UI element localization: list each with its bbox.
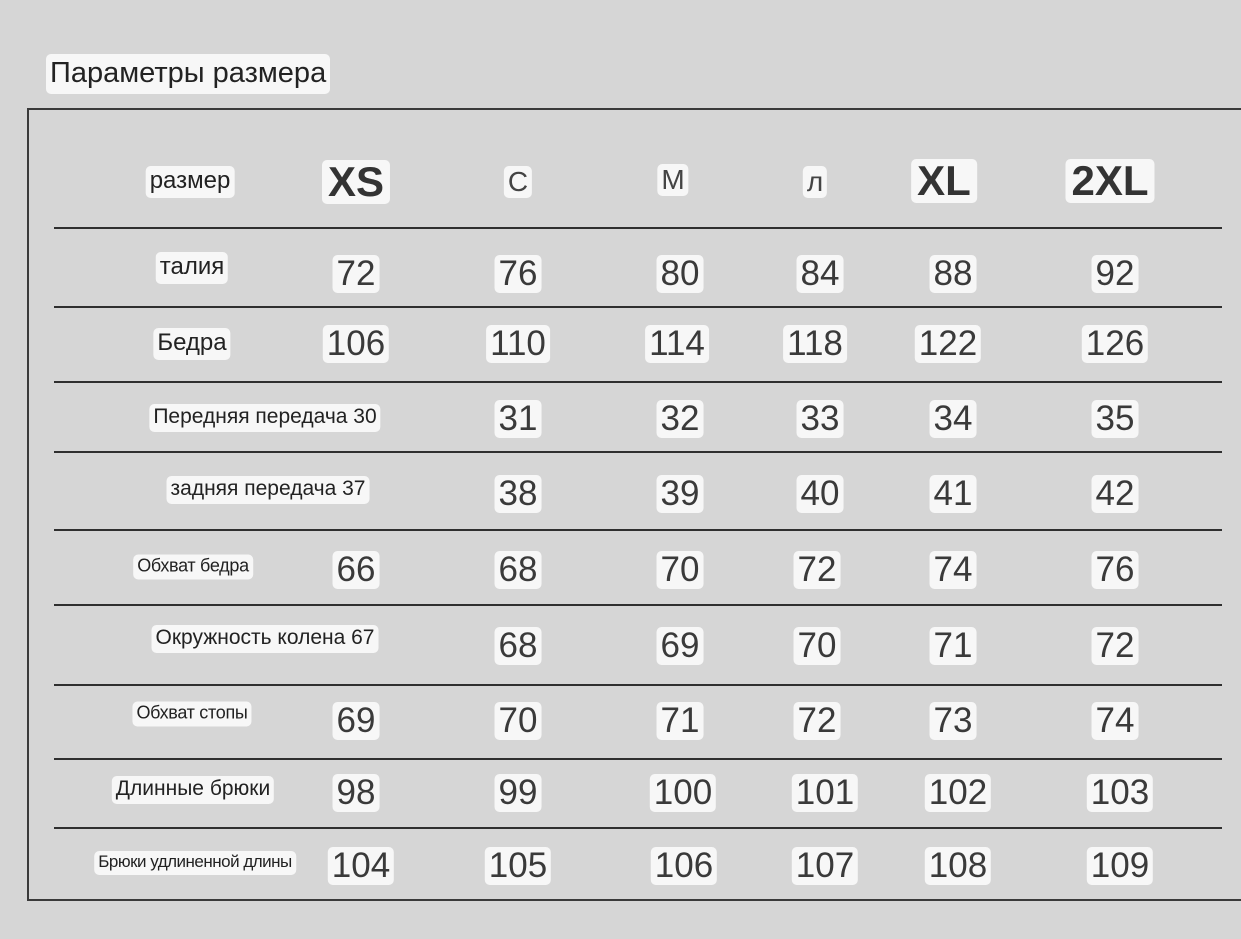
table-cell: 102 (925, 774, 991, 812)
table-cell: 100 (650, 774, 716, 812)
header-size-label: размер (146, 166, 235, 198)
table-cell: 105 (485, 847, 551, 885)
table-cell: 72 (333, 255, 380, 293)
table-cell: 74 (1092, 702, 1139, 740)
size-l: л (803, 166, 827, 198)
table-cell: 108 (925, 847, 991, 885)
row-label-waist: талия (156, 252, 228, 284)
table-cell: 72 (1092, 627, 1139, 665)
table-cell: 40 (797, 475, 844, 513)
row-divider (54, 827, 1222, 829)
row-label-long-pants: Длинные брюки (112, 776, 274, 804)
table-cell: 114 (645, 325, 709, 363)
table-cell: 39 (657, 475, 704, 513)
table-cell: 110 (486, 325, 550, 363)
row-label-hips: Бедра (153, 328, 230, 360)
table-cell: 33 (797, 400, 844, 438)
row-divider (54, 227, 1222, 229)
table-cell: 76 (1092, 551, 1139, 589)
page-title: Параметры размера (46, 54, 330, 94)
table-cell: 66 (333, 551, 380, 589)
table-cell: 69 (333, 702, 380, 740)
table-cell: 42 (1092, 475, 1139, 513)
row-label-extra-long-pants: Брюки удлиненной длины (94, 851, 296, 875)
table-cell: 70 (794, 627, 841, 665)
size-m: М (657, 164, 688, 196)
table-cell: 92 (1092, 255, 1139, 293)
table-cell: 126 (1082, 325, 1148, 363)
row-label-foot: Обхват стопы (132, 702, 251, 727)
size-s: С (504, 166, 532, 198)
table-cell: 84 (797, 255, 844, 293)
row-divider (54, 758, 1222, 760)
table-cell: 32 (657, 400, 704, 438)
row-label-thigh: Обхват бедра (133, 555, 253, 580)
table-cell: 99 (495, 774, 542, 812)
table-cell: 103 (1087, 774, 1153, 812)
table-cell: 118 (783, 325, 847, 363)
size-xs: XS (322, 160, 390, 204)
table-cell: 76 (495, 255, 542, 293)
size-2xl: 2XL (1065, 159, 1154, 203)
table-cell: 88 (930, 255, 977, 293)
table-cell: 68 (495, 551, 542, 589)
table-cell: 80 (657, 255, 704, 293)
row-label-front-rise: Передняя передача 30 (149, 404, 380, 432)
table-cell: 74 (930, 551, 977, 589)
size-xl: XL (911, 159, 977, 203)
table-cell: 35 (1092, 400, 1139, 438)
table-cell: 71 (657, 702, 704, 740)
table-cell: 104 (328, 847, 394, 885)
table-cell: 98 (333, 774, 380, 812)
table-cell: 70 (495, 702, 542, 740)
table-cell: 68 (495, 627, 542, 665)
table-cell: 107 (792, 847, 858, 885)
table-cell: 69 (657, 627, 704, 665)
table-cell: 72 (794, 551, 841, 589)
table-cell: 41 (930, 475, 977, 513)
row-label-back-rise: задняя передача 37 (167, 476, 370, 504)
table-cell: 101 (792, 774, 858, 812)
table-cell: 122 (915, 325, 981, 363)
row-divider (54, 451, 1222, 453)
row-divider (54, 604, 1222, 606)
table-cell: 106 (323, 325, 389, 363)
table-cell: 31 (495, 400, 542, 438)
row-label-knee: Окружность колена 67 (152, 625, 379, 653)
table-cell: 70 (657, 551, 704, 589)
row-divider (54, 306, 1222, 308)
table-cell: 38 (495, 475, 542, 513)
table-cell: 72 (794, 702, 841, 740)
row-divider (54, 529, 1222, 531)
table-cell: 106 (651, 847, 717, 885)
table-cell: 73 (930, 702, 977, 740)
row-divider (54, 381, 1222, 383)
row-divider (54, 684, 1222, 686)
table-cell: 34 (930, 400, 977, 438)
table-cell: 71 (930, 627, 977, 665)
table-cell: 109 (1087, 847, 1153, 885)
